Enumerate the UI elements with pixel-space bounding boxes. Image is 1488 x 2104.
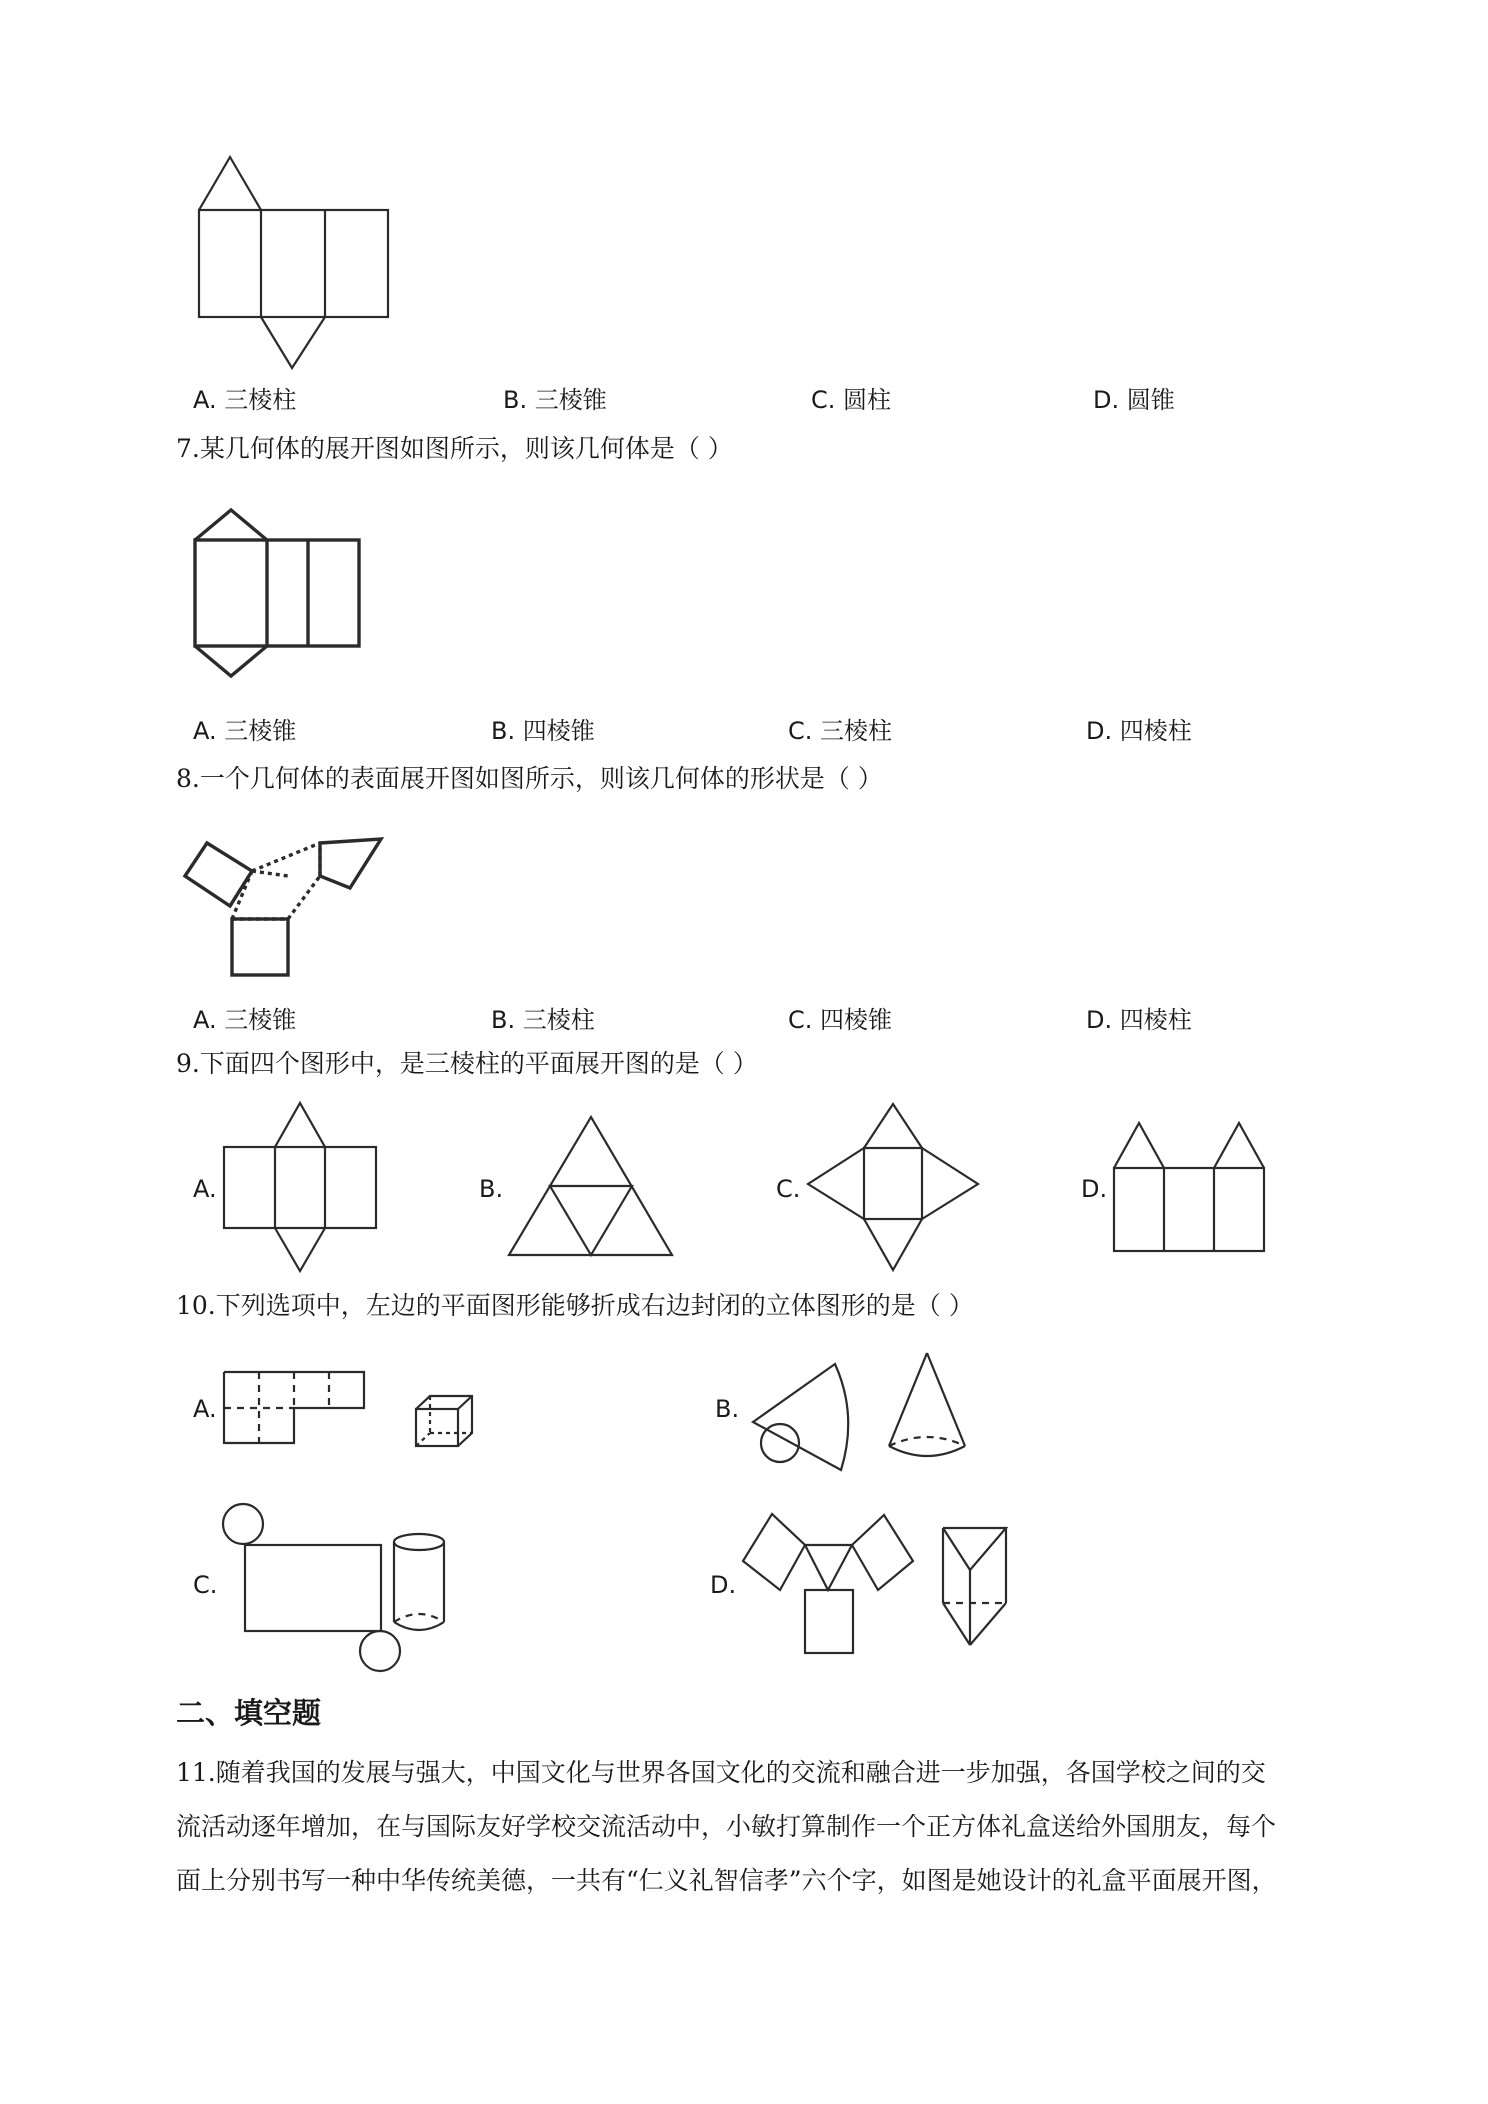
option-text: 圆柱 [843, 386, 892, 414]
option-letter: C. [811, 386, 836, 414]
option-letter: A. [193, 1006, 217, 1034]
option-text: 三棱锥 [224, 717, 297, 745]
section-heading: 二、填空题 [176, 1696, 322, 1730]
q10-label-a[interactable]: A. [193, 1395, 217, 1423]
q10-figure-b-cone [889, 1353, 965, 1456]
option-letter: A. [193, 717, 217, 745]
q10-figure-c-cylinder [394, 1534, 444, 1630]
option-letter: B. [491, 717, 516, 745]
q11-line-1: 11.随着我国的发展与强大，中国文化与世界各国文化的交流和融合进一步加强，各国学校之间的交 [176, 1758, 1266, 1787]
q11-line-3: 面上分别书写一种中华传统美德，一共有“仁义礼智信孝”六个字，如图是她设计的礼盒平面展开图， [176, 1866, 1277, 1895]
option-text: 四棱柱 [1119, 717, 1192, 745]
q10-figure-c-net [223, 1504, 400, 1671]
q7-stem: 7.某几何体的展开图如图所示，则该几何体是（ ） [176, 434, 733, 463]
q10-label-d[interactable]: D. [710, 1571, 737, 1599]
q10-label-b[interactable]: B. [715, 1395, 740, 1423]
q10-stem: 10.下列选项中，左边的平面图形能够折成右边封闭的立体图形的是（ ） [176, 1291, 974, 1320]
q10-figure-d-net [743, 1514, 913, 1653]
option-text: 四棱柱 [1119, 1006, 1192, 1034]
q10-figure-b-net [753, 1364, 848, 1470]
option-letter: A. [193, 386, 217, 414]
option-letter: C. [788, 717, 813, 745]
option-text: 三棱柱 [522, 1006, 595, 1034]
q10-label-c[interactable]: C. [193, 1571, 218, 1599]
option-text: 三棱锥 [534, 386, 607, 414]
option-text: 三棱锥 [224, 1006, 297, 1034]
q9-label-d[interactable]: D. [1081, 1175, 1108, 1203]
option-letter: B. [491, 1006, 516, 1034]
option-letter: D. [1093, 386, 1120, 414]
q8-stem: 8.一个几何体的表面展开图如图所示，则该几何体的形状是（ ） [176, 764, 883, 793]
q9-label-a[interactable]: A. [193, 1175, 217, 1203]
option-text: 四棱锥 [820, 1006, 893, 1034]
option-text: 四棱锥 [522, 717, 595, 745]
option-text: 三棱柱 [224, 386, 297, 414]
option-letter: D. [1086, 1006, 1113, 1034]
q9-label-c[interactable]: C. [776, 1175, 801, 1203]
option-text: 三棱柱 [820, 717, 893, 745]
q9-label-b[interactable]: B. [479, 1175, 504, 1203]
q10-figure-a-net [224, 1372, 364, 1443]
q11-paragraph [176, 1746, 1277, 1908]
q9-stem: 9.下面四个图形中，是三棱柱的平面展开图的是（ ） [176, 1049, 758, 1078]
option-letter: B. [503, 386, 528, 414]
option-text: 圆锥 [1126, 386, 1175, 414]
q10-figure-a-cube [416, 1396, 472, 1446]
q11-line-2: 流活动逐年增加，在与国际友好学校交流活动中，小敏打算制作一个正方体礼盒送给外国朋友，每个 [176, 1812, 1277, 1841]
option-letter: D. [1086, 717, 1113, 745]
q10-figure-d-prism [943, 1528, 1006, 1645]
option-letter: C. [788, 1006, 813, 1034]
